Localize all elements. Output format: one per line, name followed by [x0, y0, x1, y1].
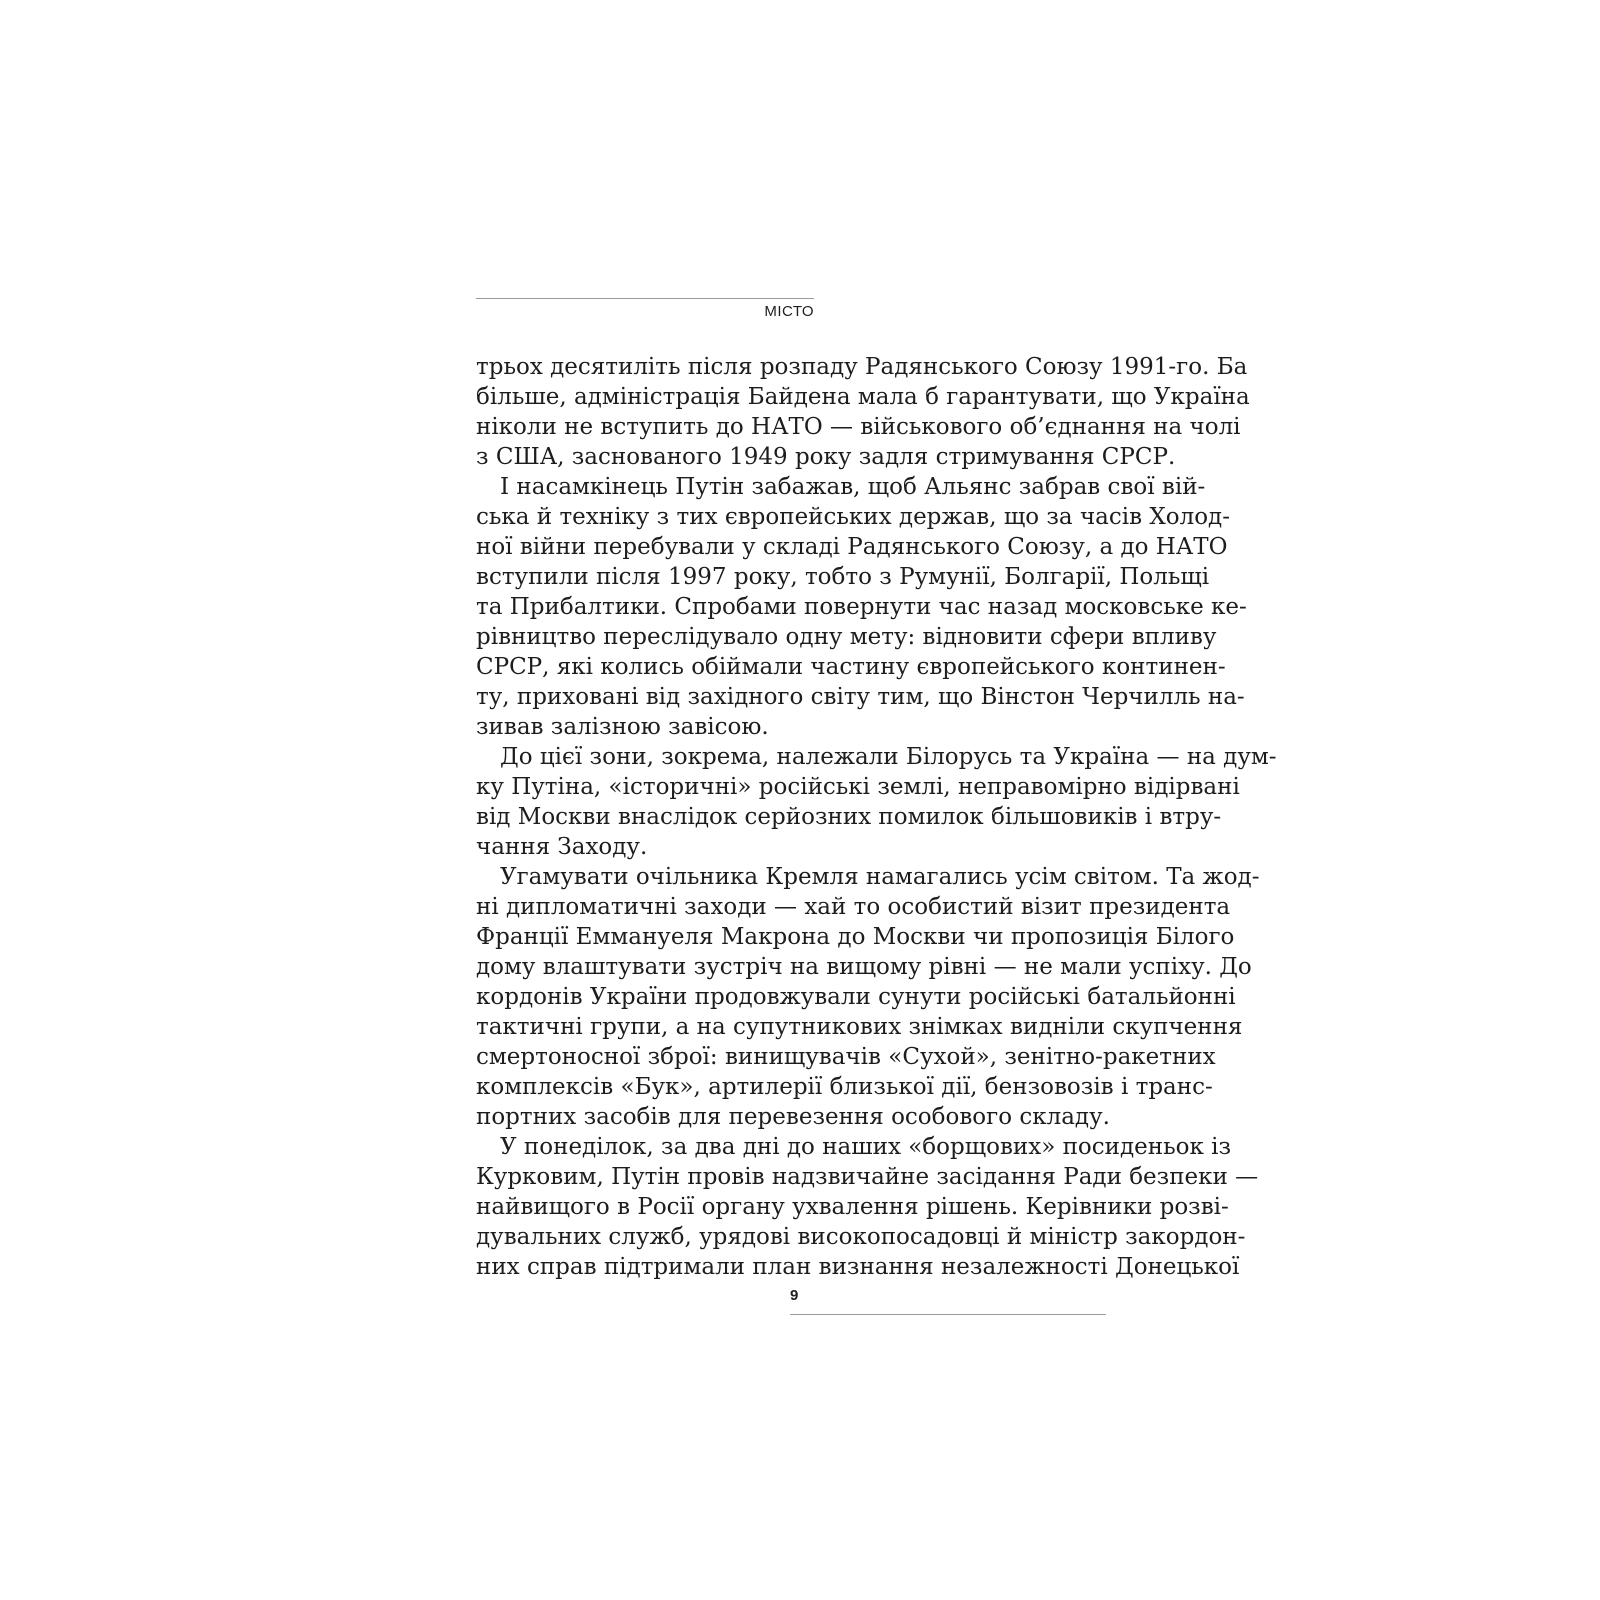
text-line: дому влаштувати зустріч на вищому рівні — не мали успіху. До [476, 954, 1252, 980]
text-line: смертоносної зброї: винищувачів «Сухой», зенітно-ракетних [476, 1044, 1216, 1070]
text-line: з США, заснованого 1949 року задля стримування СРСР. [476, 444, 1176, 470]
text-line: Угамувати очільника Кремля намагались усім світом. Та жод- [500, 864, 1260, 890]
text-line: зивав залізною завісою. [476, 714, 769, 740]
text-line: рівництво переслідувало одну мету: відновити сфери впливу [476, 624, 1217, 650]
text-line: комплексів «Бук», артилерії близької дії, бензовозів і транс- [476, 1074, 1213, 1100]
text-line: ної війни перебували у складі Радянського Союзу, а до НАТО [476, 534, 1228, 560]
running-head: МІСТО [764, 303, 814, 320]
text-line: Курковим, Путін провів надзвичайне засідання Ради безпеки — [476, 1164, 1259, 1190]
text-line: І насамкінець Путін забажав, щоб Альянс забрав свої вій- [500, 474, 1206, 500]
text-line: більше, адміністрація Байдена мала б гарантувати, що Україна [476, 384, 1250, 410]
text-line: портних засобів для перевезення особового складу. [476, 1104, 1110, 1130]
text-line: У понеділок, за два дні до наших «борщових» посиденьок із [500, 1134, 1232, 1160]
text-line: найвищого в Росії органу ухвалення рішень. Керівники розві- [476, 1194, 1229, 1220]
text-line: від Москви внаслідок серйозних помилок більшовиків і втру- [476, 804, 1222, 830]
text-line: ту, приховані від західного світу тим, що Вінстон Черчилль на- [476, 684, 1245, 710]
paragraph [476, 1132, 1259, 1282]
text-line: До цієї зони, зокрема, належали Білорусь та Україна — на дум- [500, 744, 1277, 770]
text-line: дувальних служб, урядові високопосадовці й міністр закордон- [476, 1224, 1246, 1250]
text-line: чання Заходу. [476, 834, 648, 860]
paragraph [476, 472, 1247, 742]
paragraph [476, 862, 1260, 1132]
text-line: трьох десятиліть після розпаду Радянського Союзу 1991-го. Ба [476, 354, 1248, 380]
paragraph [476, 352, 1250, 472]
folio-rule [790, 1314, 1106, 1315]
text-line: ні дипломатичні заходи — хай то особистий візит президента [476, 894, 1231, 920]
text-line: вступили після 1997 року, тобто з Румунії, Болгарії, Польщі [476, 564, 1210, 590]
text-line: СРСР, які колись обіймали частину європейського континен- [476, 654, 1226, 680]
paragraph [476, 742, 1277, 862]
text-line: ку Путіна, «історичні» російські землі, неправомірно відірвані [476, 774, 1240, 800]
text-line: кордонів України продовжували сунути російські батальйонні [476, 984, 1236, 1010]
page-number: 9 [790, 1287, 799, 1304]
text-line: ніколи не вступить до НАТО — військового об’єднання на чолі [476, 414, 1241, 440]
text-line: та Прибалтики. Спробами повернути час назад московське ке- [476, 594, 1247, 620]
text-line: тактичні групи, а на супутникових знімках видніли скупчення [476, 1014, 1243, 1040]
text-line: них справ підтримали план визнання незалежності Донецької [476, 1254, 1240, 1280]
body-text [476, 352, 1277, 1282]
running-head-rule [476, 298, 814, 299]
text-line: Франції Еммануеля Макрона до Москви чи пропозиція Білого [476, 924, 1235, 950]
text-line: ська й техніку з тих європейських держав, що за часів Холод- [476, 504, 1230, 530]
